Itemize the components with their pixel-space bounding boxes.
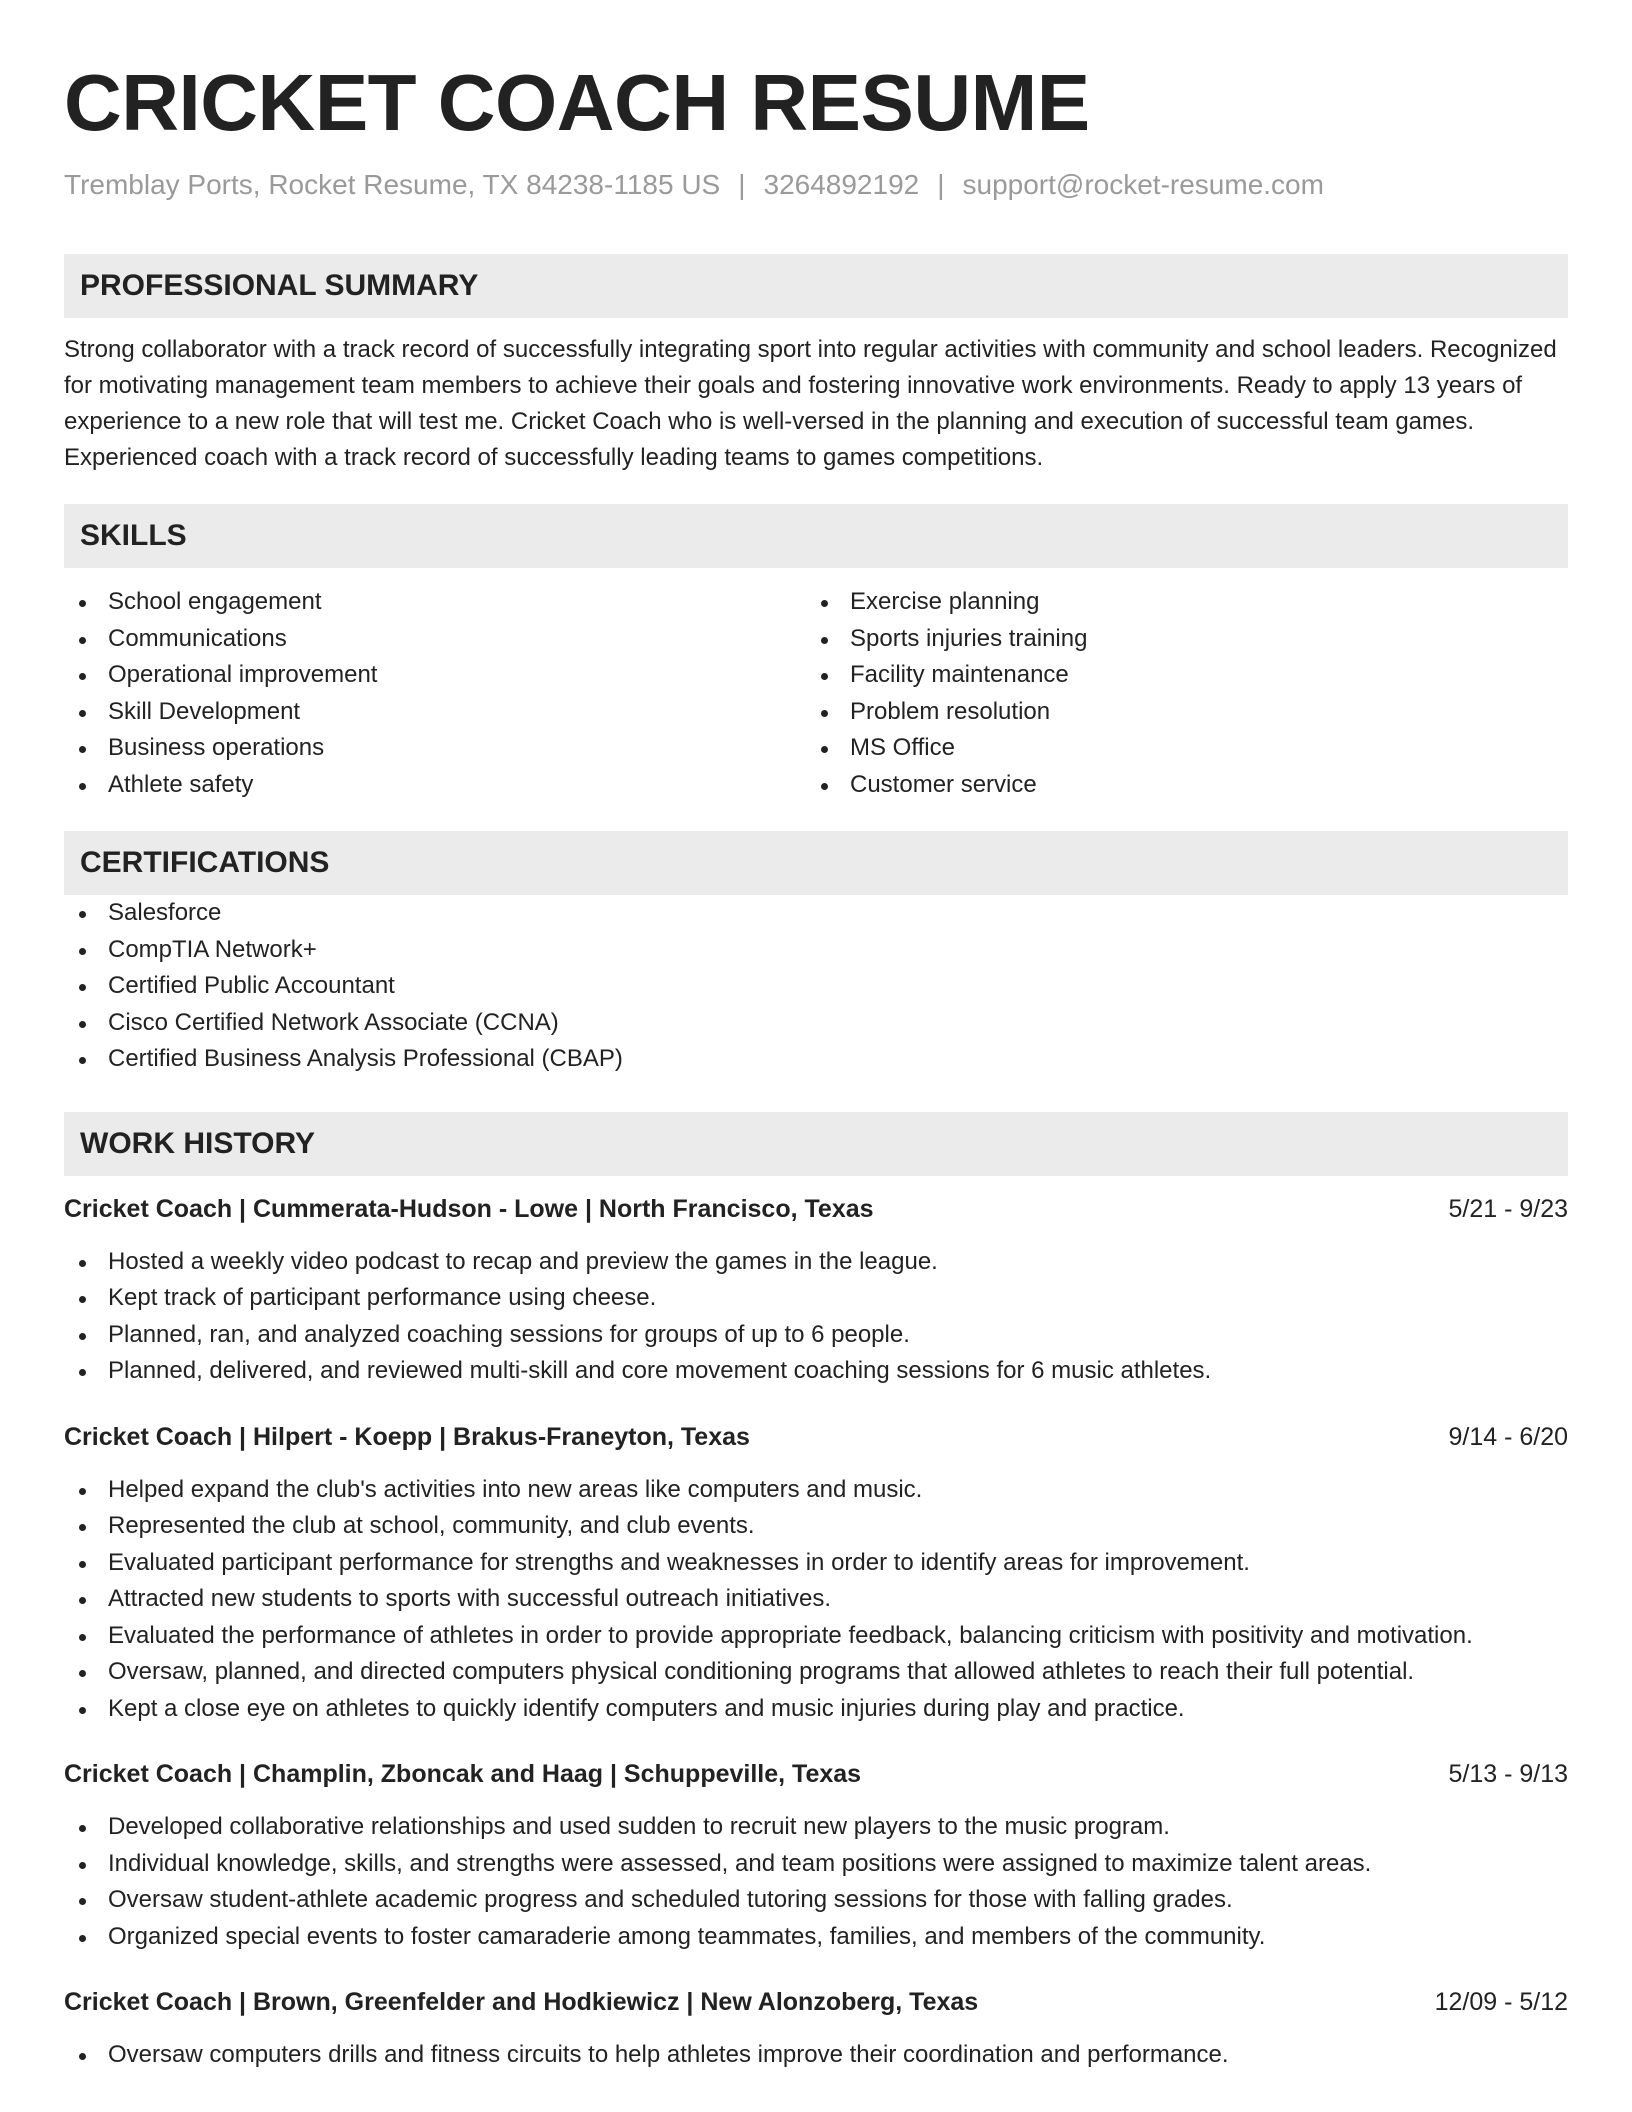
skill-item: Sports injuries training	[806, 621, 1548, 658]
skill-item: Communications	[64, 621, 806, 658]
job-entry	[64, 1757, 1568, 1955]
job-bullet: Kept a close eye on athletes to quickly identify computers and music injuries during play and practice.	[64, 1691, 1568, 1728]
job-title: Cricket Coach | Hilpert - Koepp | Brakus-Franeyton, Texas	[64, 1422, 750, 1451]
job-dates: 9/14 - 6/20	[1448, 1422, 1568, 1451]
job-bullet: Attracted new students to sports with successful outreach initiatives.	[64, 1581, 1568, 1618]
skill-item: Skill Development	[64, 694, 806, 731]
skill-item: Problem resolution	[806, 694, 1548, 731]
job-dates: 5/13 - 9/13	[1448, 1760, 1568, 1788]
skill-item: Customer service	[806, 767, 1548, 804]
skills-list-left	[64, 584, 806, 803]
skill-item: MS Office	[806, 730, 1548, 767]
section-header-certifications: CERTIFICATIONS	[64, 831, 1568, 895]
job-header	[64, 1757, 1568, 1791]
certifications-list	[64, 895, 1568, 1078]
job-entry	[64, 1985, 1568, 2074]
skill-item: Exercise planning	[806, 584, 1548, 621]
job-entry	[64, 1192, 1568, 1390]
job-dates: 12/09 - 5/12	[1434, 1988, 1568, 2016]
certification-item: CompTIA Network+	[64, 932, 1568, 969]
job-bullet: Individual knowledge, skills, and strengths were assessed, and team positions were assigned to maximize talent areas.	[64, 1846, 1568, 1883]
section-header-work-history: WORK HISTORY	[64, 1112, 1568, 1176]
contact-phone: 3264892192	[763, 169, 920, 200]
section-header-skills: SKILLS	[64, 504, 1568, 568]
job-header	[64, 1985, 1568, 2019]
skill-item: School engagement	[64, 584, 806, 621]
job-bullets	[64, 2037, 1568, 2074]
job-bullet: Oversaw computers drills and fitness circuits to help athletes improve their coordination and performance.	[64, 2037, 1568, 2074]
job-title: Cricket Coach | Champlin, Zboncak and Haag | Schuppeville, Texas	[64, 1760, 862, 1788]
resume-title: CRICKET COACH RESUME	[64, 58, 1090, 147]
contact-line	[64, 168, 1568, 202]
certification-item: Certified Business Analysis Professional (CBAP)	[64, 1041, 1568, 1078]
job-entry	[64, 1420, 1568, 1728]
skills-list-right	[806, 584, 1548, 803]
certification-item: Cisco Certified Network Associate (CCNA)	[64, 1005, 1568, 1042]
skills-grid	[64, 584, 1568, 803]
contact-separator: |	[937, 169, 945, 200]
section-header-summary: PROFESSIONAL SUMMARY	[64, 254, 1568, 318]
skills-column-right	[806, 584, 1548, 803]
job-bullet: Kept track of participant performance using cheese.	[64, 1280, 1568, 1317]
job-bullet: Oversaw student-athlete academic progress and scheduled tutoring sessions for those with falling grades.	[64, 1882, 1568, 1919]
certification-item: Salesforce	[64, 895, 1568, 932]
skill-item: Athlete safety	[64, 767, 806, 804]
job-bullet: Oversaw, planned, and directed computers physical conditioning programs that allowed athletes to reach their full potential.	[64, 1654, 1568, 1691]
job-bullet: Organized special events to foster camaraderie among teammates, families, and members of the community.	[64, 1919, 1568, 1956]
skill-item: Facility maintenance	[806, 657, 1548, 694]
job-bullet: Developed collaborative relationships and used sudden to recruit new players to the music program.	[64, 1809, 1568, 1846]
job-title: Cricket Coach | Brown, Greenfelder and Hodkiewicz | New Alonzoberg, Texas	[64, 1988, 979, 2016]
job-bullets	[64, 1244, 1568, 1390]
job-bullet: Evaluated the performance of athletes in order to provide appropriate feedback, balancing criticism with positivity and motivation.	[64, 1618, 1568, 1655]
job-bullet: Evaluated participant performance for strengths and weaknesses in order to identify areas for improvement.	[64, 1545, 1568, 1582]
skill-item: Operational improvement	[64, 657, 806, 694]
contact-email: support@rocket-resume.com	[962, 169, 1324, 200]
summary-text: Strong collaborator with a track record of successfully integrating sport into regular activities with community and school leaders. Recognized for motivating management team members to achieve their goals and fostering innovative work environments. Ready to apply 13 years of experience to a new role that will test me. Cricket Coach who is well-versed in the planning and execution of successful team games. Experienced coach with a track record of successfully leading teams to games competitions.	[64, 336, 1557, 471]
contact-address: Tremblay Ports, Rocket Resume, TX 84238-1185 US	[64, 169, 721, 200]
job-bullet: Hosted a weekly video podcast to recap and preview the games in the league.	[64, 1244, 1568, 1281]
job-dates: 5/21 - 9/23	[1448, 1194, 1568, 1223]
job-bullet: Planned, ran, and analyzed coaching sessions for groups of up to 6 people.	[64, 1317, 1568, 1354]
job-bullet: Planned, delivered, and reviewed multi-skill and core movement coaching sessions for 6 music athletes.	[64, 1353, 1568, 1390]
job-header	[64, 1192, 1568, 1226]
job-header	[64, 1420, 1568, 1454]
certification-item: Certified Public Accountant	[64, 968, 1568, 1005]
skills-column-left	[64, 584, 806, 803]
contact-separator: |	[738, 169, 746, 200]
job-bullets	[64, 1472, 1568, 1728]
job-bullet: Helped expand the club's activities into new areas like computers and music.	[64, 1472, 1568, 1509]
job-title: Cricket Coach | Cummerata-Hudson - Lowe | North Francisco, Texas	[64, 1194, 874, 1223]
job-bullets	[64, 1809, 1568, 1955]
skill-item: Business operations	[64, 730, 806, 767]
job-bullet: Represented the club at school, community, and club events.	[64, 1508, 1568, 1545]
